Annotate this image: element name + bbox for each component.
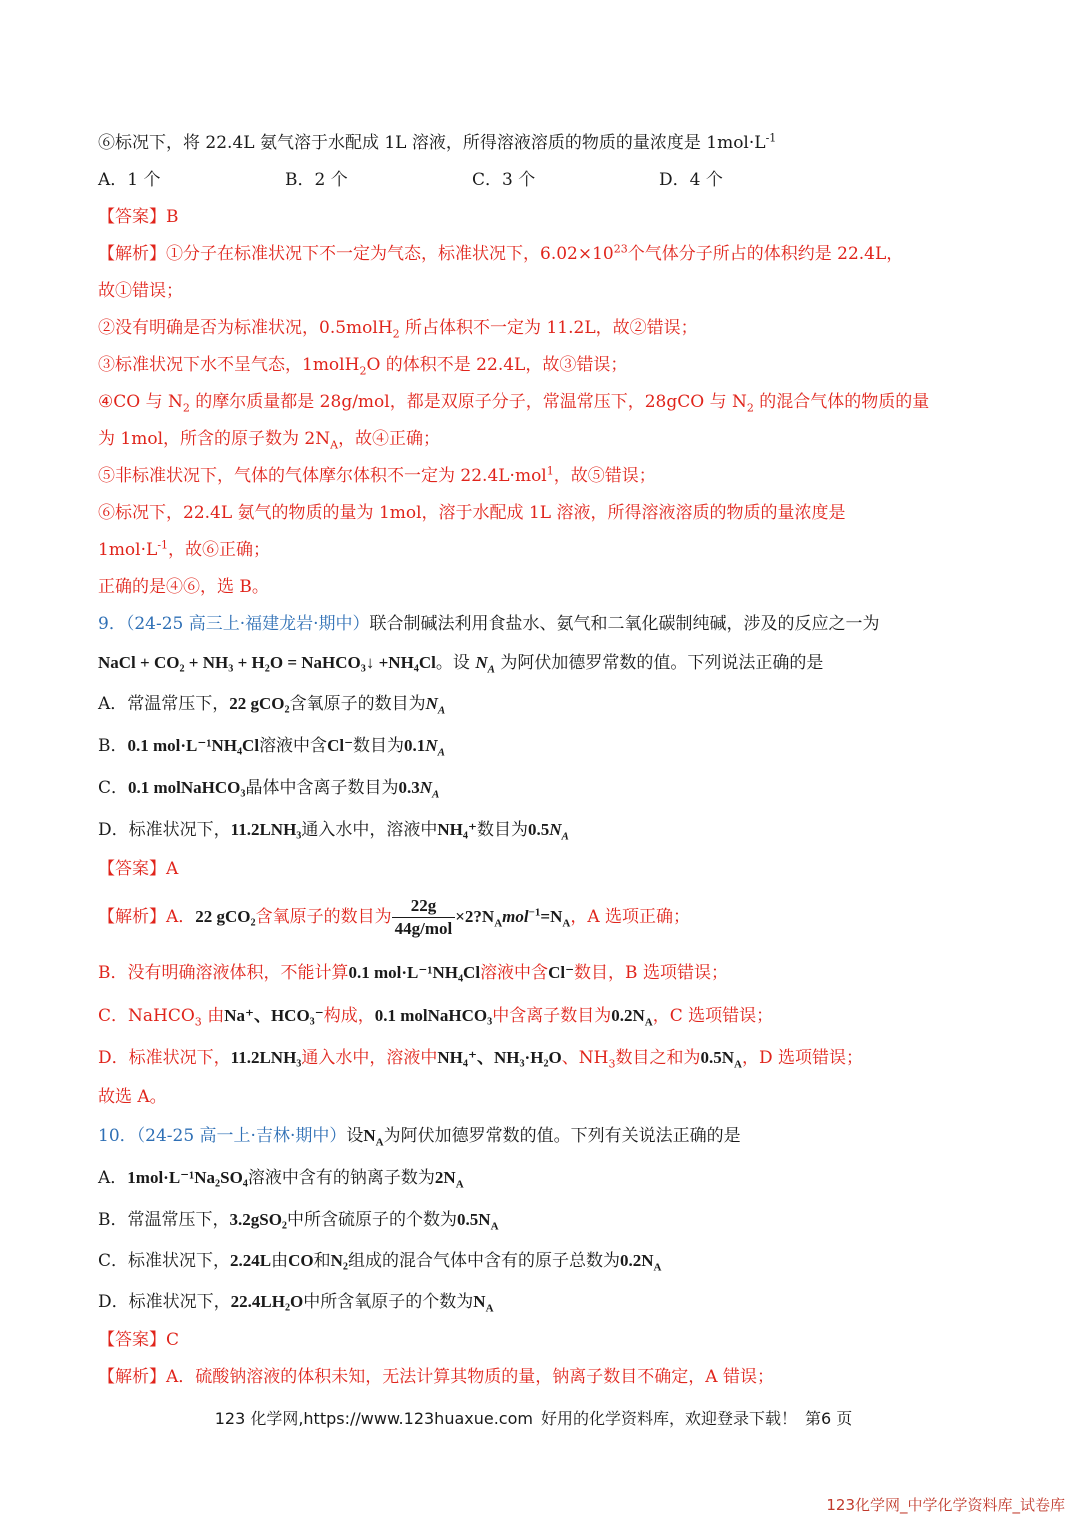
q10-answer: 【答案】C bbox=[98, 1330, 180, 1350]
q9-explanation-a: 【解析】A．22 gCO₂含氧原子的数目为 $\frac{22g}{\text{44g/mol}}$ $\times 2?N_Amol^{-1}=N_A$，A 选项正确； bbox=[98, 896, 691, 938]
q9-explanation-c: C．NaHCO$_3$ 由Na⁺、HCO₃⁻构成，0.1 molNaHCO₃中含离子数目为$0.2N_A$，C 选项错误； bbox=[98, 1006, 774, 1029]
q9-explanation-d: D．标准状况下，11.2LNH₃通入水中，溶液中NH₄⁺、NH₃·H₂O、$NH_3$数目之和为$0.5N_A$，D 选项错误； bbox=[98, 1048, 864, 1071]
footer-slogan: 好用的化学资料库，欢迎登录下载！ bbox=[540, 1409, 797, 1428]
q10-stem: 10．（24-25 高一上·吉林·期中）设$N_A$为阿伏加德罗常数的值。下列有关说法正确的是 bbox=[98, 1126, 741, 1149]
q8-explanation-6-cont: $1mol\cdot L^{-1}$，故⑥正确； bbox=[98, 538, 271, 560]
q10-explanation-a: 【解析】A．硫酸钠溶液的体积未知，无法计算其物质的量，钠离子数目不确定，A 错误； bbox=[98, 1367, 774, 1387]
q8-option-c[interactable]: C．3 个 bbox=[472, 170, 536, 190]
q9-option-d[interactable]: D．标准状况下，11.2LNH₃通入水中，溶液中NH₄⁺数目为$0.5N_A$ bbox=[98, 820, 569, 843]
q9-option-c[interactable]: C．0.1 molNaHCO₃晶体中含离子数目为$0.3N_A$ bbox=[98, 778, 440, 801]
q8-explanation-3: ③标准状况下水不呈气态，1molH$_2$O 的体积不是 22.4L，故③错误； bbox=[98, 355, 628, 378]
q10-option-b[interactable]: B．常温常压下，3.2gSO₂中所含硫原子的个数为$0.5N_A$ bbox=[98, 1210, 499, 1233]
q10-source: （24-25 高一上·吉林·期中） bbox=[136, 1126, 347, 1146]
q10-option-d[interactable]: D．标准状况下，22.4LH₂O中所含氧原子的个数为$N_A$ bbox=[98, 1292, 494, 1315]
q9-explanation-b: B．没有明确溶液体积，不能计算0.1 mol·L⁻¹NH₄Cl溶液中含Cl⁻数目，B 选项错误； bbox=[98, 963, 728, 983]
q9-fraction: $\frac{22g}{\text{44g/mol}}$ bbox=[392, 896, 456, 939]
q8-explanation-1-cont: 故①错误； bbox=[98, 281, 183, 301]
footer-site-link[interactable]: 123 化学网,https://www.123huaxue.com bbox=[214, 1409, 533, 1428]
page-number: 第6 页 bbox=[805, 1409, 853, 1428]
q9-answer: 【答案】A bbox=[98, 859, 179, 879]
q10-option-c[interactable]: C．标准状况下，2.24L由CO和N₂组成的混合气体中含有的原子总数为$0.2N_A$ bbox=[98, 1251, 662, 1274]
q8-answer: 【答案】B bbox=[98, 207, 179, 227]
q8-conclusion: 正确的是④⑥，选 B。 bbox=[98, 577, 269, 597]
q9-option-b[interactable]: B．0.1 mol·L⁻¹NH₄Cl溶液中含Cl⁻数目为$0.1N_A$ bbox=[98, 736, 445, 759]
q9-source: （24-25 高三上·福建龙岩·期中） bbox=[125, 614, 370, 634]
q9-stem: 9．（24-25 高三上·福建龙岩·期中）联合制碱法利用食盐水、氨气和二氧化碳制纯碱，涉及的反应之一为 bbox=[98, 614, 880, 634]
q8-option-a[interactable]: A．1 个 bbox=[98, 170, 161, 190]
q9-conclusion: 故选 A。 bbox=[98, 1087, 167, 1107]
q9-equation: NaCl + CO₂ + NH₃ + H₂O = NaHCO₃↓ +NH₄Cl bbox=[98, 653, 436, 672]
q10-option-a[interactable]: A．1mol·L⁻¹Na₂SO₄溶液中含有的钠离子数为$2N_A$ bbox=[98, 1168, 464, 1191]
q8-explanation-4-cont: 为 1mol，所含的原子数为 $2N_A$，故④正确； bbox=[98, 429, 441, 452]
q8-explanation-5: ⑤非标准状况下，气体的气体摩尔体积不一定为 22.4L·mol$^1$，故⑤错误； bbox=[98, 464, 656, 486]
q8-option-d[interactable]: D．4 个 bbox=[659, 170, 723, 190]
q8-explanation-2: ②没有明确是否为标准状况，0.5molH$_2$ 所占体积不一定为 11.2L，故②错误； bbox=[98, 318, 698, 341]
q9-option-a[interactable]: A．常温常压下，22 gCO₂含氧原子的数目为$N_A$ bbox=[98, 694, 446, 717]
q8-explanation-1: 【解析】①分子在标准状况下不一定为气态，标准状况下，$6.02\times 10^{23}$个气体分子所占的体积约是 22.4L， bbox=[98, 242, 904, 264]
q8-explanation-6: ⑥标况下，22.4L 氨气的物质的量为 1mol，溶于水配成 1L 溶液，所得溶液溶质的物质的量浓度是 bbox=[98, 503, 846, 523]
page-footer bbox=[0, 1406, 1075, 1429]
q9-equation-line: NaCl + CO₂ + NH₃ + H₂O = NaHCO₃↓ +NH₄Cl。设 $N_A$ 为阿伏加德罗常数的值。下列说法正确的是 bbox=[98, 653, 824, 676]
q8-options bbox=[98, 168, 723, 192]
watermark: 123化学网_中学化学资料库_试卷库 bbox=[826, 1496, 1065, 1514]
q8-item6: ⑥标况下，将 22.4L 氨气溶于水配成 1L 溶液，所得溶液溶质的物质的量浓度是 $1mol\cdot L^{-1}$ bbox=[98, 131, 777, 153]
q8-option-b[interactable]: B．2 个 bbox=[285, 170, 348, 190]
q8-explanation-4: ④CO 与 $N_2$ 的摩尔质量都是 28g/mol，都是双原子分子，常温常压下，28gCO 与 $N_2$ 的混合气体的物质的量 bbox=[98, 392, 930, 415]
